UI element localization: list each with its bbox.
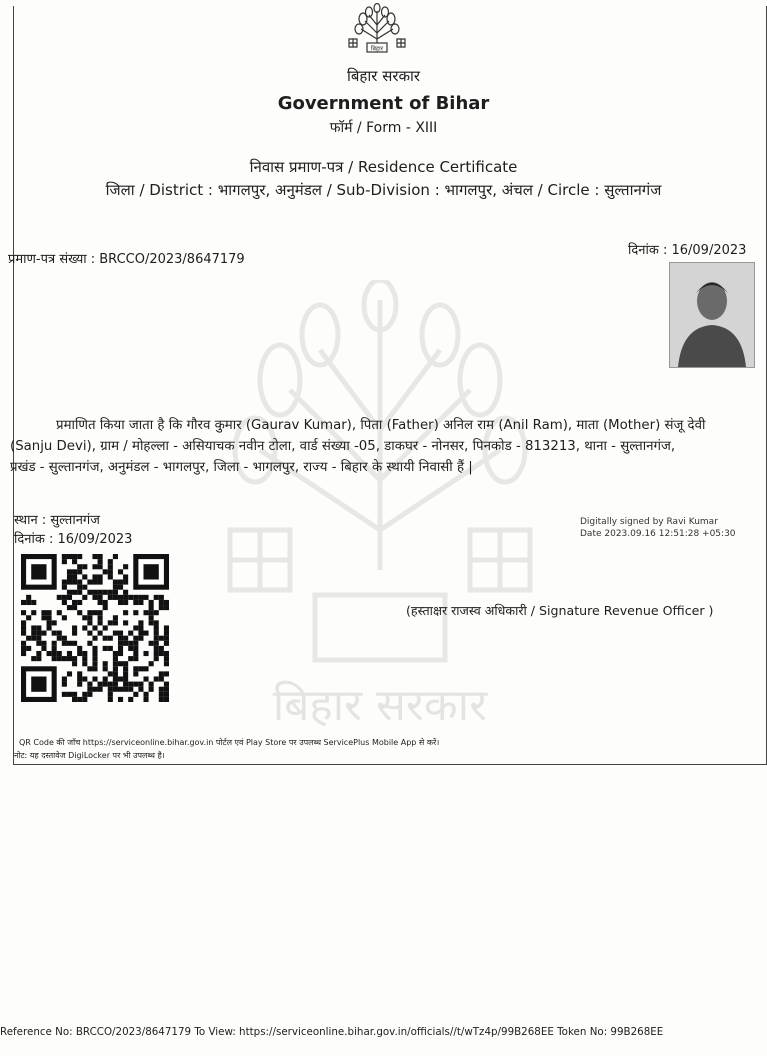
qr-note: QR Code की जाँच https://serviceonline.bihar.gov.in पोर्टल एवं Play Store पर उपलब्ध ServicePlus Mobile App से करें। — [19, 738, 440, 747]
certificate-title: निवास प्रमाण-पत्र / Residence Certificate — [249, 158, 518, 176]
qr-code[interactable] — [21, 553, 169, 703]
body-line-1: प्रमाणित किया जाता है कि गौरव कुमार (Gaurav Kumar), पिता (Father) अनिल राम (Anil Ram), माता (Mother) संजू देवी — [56, 418, 706, 433]
govt-english: Government of Bihar — [277, 93, 490, 114]
applicant-photo — [669, 262, 755, 368]
footer-date: दिनांक : 16/09/2023 — [14, 532, 133, 547]
bihar-emblem-logo — [343, 3, 411, 63]
form-number: फॉर्म / Form - XIII — [329, 120, 438, 136]
govt-hindi: बिहार सरकार — [346, 67, 421, 85]
watermark-emblem — [220, 280, 540, 740]
emblem-label: बिहार — [370, 45, 384, 53]
district-line: जिला / District : भागलपुर, अनुमंडल / Sub-Division : भागलपुर, अंचल / Circle : सुल्तानगंज — [105, 181, 662, 199]
digital-signature-name: Digitally signed by Ravi Kumar — [580, 517, 718, 527]
certificate-number: प्रमाण-पत्र संख्या : BRCCO/2023/8647179 — [8, 252, 245, 267]
digital-signature-date: Date 2023.09.16 12:51:28 +05:30 — [580, 529, 736, 539]
place: स्थान : सुल्तानगंज — [14, 513, 100, 528]
body-line-2: (Sanju Devi), ग्राम / मोहल्ला - असियाचक नवीन टोला, वार्ड संख्या -05, डाकघर - नोनसर, पिनकोड - 813213, थाना - सुल्तानगंज, — [10, 439, 676, 454]
signature-label: (हस्ताक्षर राजस्व अधिकारी / Signature Revenue Officer ) — [406, 603, 714, 618]
watermark-text: बिहार सरकार — [272, 680, 488, 731]
body-line-3: प्रखंड - सुल्तानगंज, अनुमंडल - भागलपुर, जिला - भागलपुर, राज्य - बिहार के स्थायी निवासी हैं | — [10, 460, 473, 475]
digilocker-note: नोट: यह दस्तावेज DigiLocker पर भी उपलब्ध है। — [14, 751, 165, 760]
reference-footer: Reference No: BRCCO/2023/8647179 To View: https://serviceonline.bihar.gov.in/officials//t/wTz4p/99B268EE Token No: 99B268EE — [0, 1026, 664, 1038]
issue-date: दिनांक : 16/09/2023 — [628, 243, 747, 258]
